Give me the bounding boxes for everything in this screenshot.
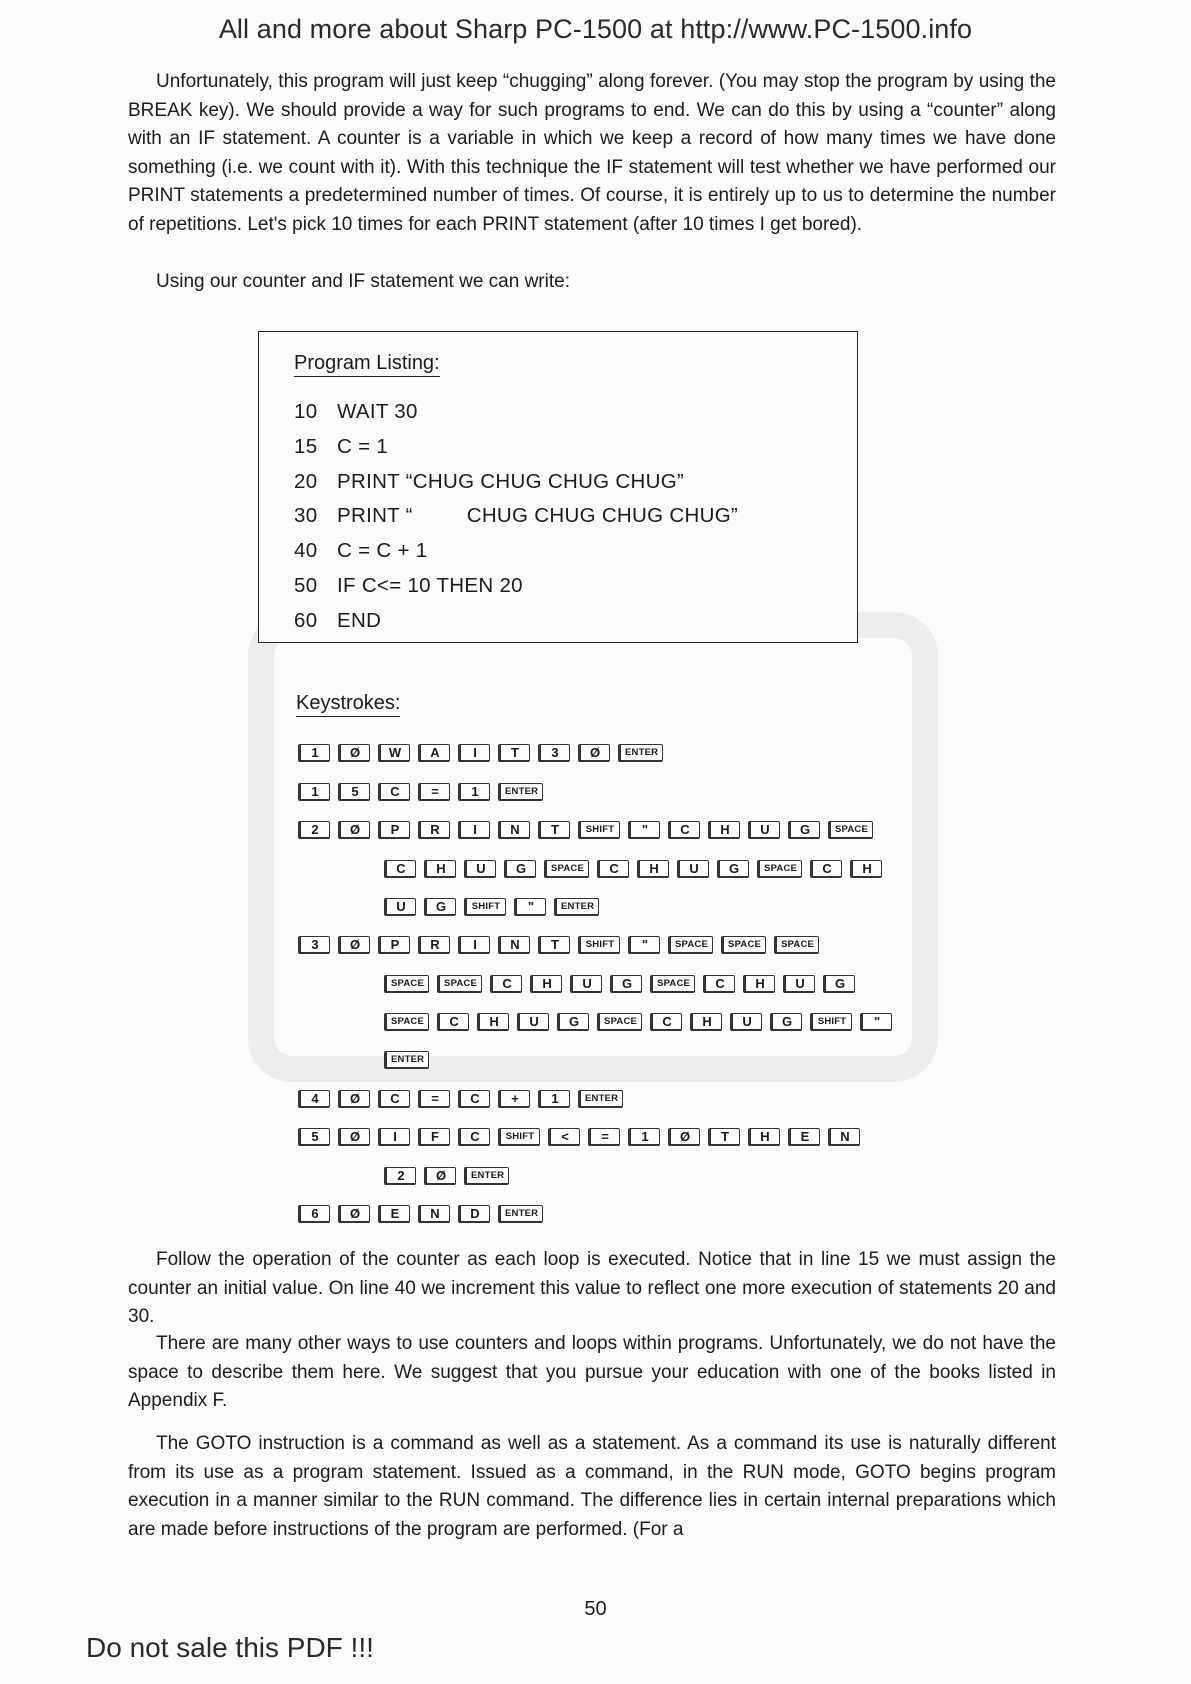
key-cap: U bbox=[384, 898, 416, 916]
key-cap: H bbox=[690, 1013, 722, 1031]
key-cap: Ø bbox=[338, 1090, 370, 1108]
key-cap: G bbox=[610, 975, 642, 993]
key-cap: 1 bbox=[628, 1128, 660, 1146]
lead-in-paragraph: Using our counter and IF statement we can write: bbox=[156, 271, 570, 292]
key-cap: W bbox=[378, 744, 410, 762]
key-cap: SPACE bbox=[384, 975, 429, 993]
code-line bbox=[294, 504, 738, 528]
code-statement: IF C<= 10 THEN 20 bbox=[337, 574, 523, 597]
key-cap: H bbox=[743, 975, 775, 993]
code-line bbox=[294, 435, 388, 459]
key-cap: C bbox=[668, 821, 700, 839]
key-cap: SHIFT bbox=[578, 936, 620, 954]
key-cap: G bbox=[557, 1013, 589, 1031]
key-cap: " bbox=[514, 898, 546, 916]
keystroke-row bbox=[384, 860, 882, 878]
key-cap: R bbox=[418, 936, 450, 954]
key-cap: C bbox=[458, 1090, 490, 1108]
key-cap: 1 bbox=[458, 783, 490, 801]
key-cap: H bbox=[850, 860, 882, 878]
key-cap: G bbox=[717, 860, 749, 878]
key-cap: Ø bbox=[338, 744, 370, 762]
keystroke-row bbox=[384, 898, 599, 916]
key-cap: C bbox=[703, 975, 735, 993]
key-cap: SPACE bbox=[757, 860, 802, 878]
key-cap: SPACE bbox=[828, 821, 873, 839]
key-cap: C bbox=[490, 975, 522, 993]
key-cap: H bbox=[637, 860, 669, 878]
key-cap: C bbox=[384, 860, 416, 878]
key-cap: 5 bbox=[298, 1128, 330, 1146]
key-cap: " bbox=[860, 1013, 892, 1031]
keystroke-row bbox=[298, 783, 543, 801]
key-cap: SHIFT bbox=[464, 898, 506, 916]
keystrokes-title: Keystrokes: bbox=[296, 692, 400, 717]
key-cap: 3 bbox=[298, 936, 330, 954]
key-cap: = bbox=[418, 1090, 450, 1108]
key-cap: T bbox=[538, 821, 570, 839]
key-cap: 2 bbox=[298, 821, 330, 839]
key-cap: G bbox=[424, 898, 456, 916]
key-cap: C bbox=[378, 783, 410, 801]
key-cap: G bbox=[770, 1013, 802, 1031]
code-statement: PRINT “CHUG CHUG CHUG CHUG” bbox=[337, 469, 685, 493]
key-cap: 1 bbox=[298, 744, 330, 762]
key-cap: H bbox=[477, 1013, 509, 1031]
line-number: 20 bbox=[294, 469, 318, 493]
key-cap: + bbox=[498, 1090, 530, 1108]
key-cap: H bbox=[424, 860, 456, 878]
line-number: 40 bbox=[294, 539, 318, 563]
site-header: All and more about Sharp PC-1500 at http://www.PC-1500.info bbox=[218, 14, 973, 44]
background-watermark bbox=[248, 612, 938, 1082]
keystroke-row bbox=[384, 1167, 509, 1185]
key-cap: Ø bbox=[338, 1205, 370, 1223]
code-statement: C = 1 bbox=[337, 434, 389, 458]
code-line bbox=[294, 400, 418, 424]
goto-paragraph: The GOTO instruction is a command as well as a statement. As a command its use is naturally different from its use as a program statement. Issued as a command, in the RUN mode, GOTO begins program execution in a manner similar to the RUN command. The difference lies in certain internal preparations which are made before instructions of the program are performed. (For a bbox=[128, 1433, 1056, 1540]
key-cap: R bbox=[418, 821, 450, 839]
key-cap: ENTER bbox=[498, 1205, 543, 1223]
key-cap: C bbox=[810, 860, 842, 878]
code-statement: C = C + 1 bbox=[337, 539, 428, 563]
key-cap: T bbox=[498, 744, 530, 762]
key-cap: Ø bbox=[338, 821, 370, 839]
key-cap: U bbox=[517, 1013, 549, 1031]
key-cap: I bbox=[458, 936, 490, 954]
key-cap: 4 bbox=[298, 1090, 330, 1108]
follow-paragraph: Follow the operation of the counter as each loop is executed. Notice that in line 15 we must assign the counter an initial value. On line 40 we increment this value to reflect one more execution of statements 20 and 30. bbox=[128, 1249, 1056, 1327]
keystroke-row bbox=[298, 1205, 543, 1223]
key-cap: SHIFT bbox=[578, 821, 620, 839]
key-cap: Ø bbox=[338, 1128, 370, 1146]
key-cap: < bbox=[548, 1128, 580, 1146]
keystroke-row bbox=[384, 975, 855, 993]
code-line bbox=[294, 539, 427, 563]
key-cap: ENTER bbox=[618, 744, 663, 762]
key-cap: U bbox=[570, 975, 602, 993]
key-cap: H bbox=[748, 1128, 780, 1146]
code-statement: END bbox=[337, 608, 382, 632]
key-cap: Ø bbox=[338, 936, 370, 954]
key-cap: ENTER bbox=[384, 1051, 429, 1069]
line-number: 50 bbox=[294, 574, 318, 597]
key-cap: C bbox=[597, 860, 629, 878]
intro-paragraph: Unfortunately, this program will just keep “chugging” along forever. (You may stop the program by using the BREAK key). We should provide a way for such programs to end. We can do this by using a “counter” along with an IF statement. A counter is a variable in which we keep a record of how many times we have done something (i.e. we count with it). With this technique the IF statement will test whether we have performed our PRINT statements a predetermined number of times. Of course, it is entirely up to us to determine the number of repetitions. Let's pick 10 times for each PRINT statement (after 10 times I get bored). bbox=[128, 71, 1056, 235]
key-cap: SPACE bbox=[384, 1013, 429, 1031]
key-cap: Ø bbox=[578, 744, 610, 762]
key-cap: SPACE bbox=[650, 975, 695, 993]
program-listing-box bbox=[258, 331, 858, 643]
key-cap: ENTER bbox=[498, 783, 543, 801]
line-number: 10 bbox=[294, 400, 318, 423]
key-cap: 3 bbox=[538, 744, 570, 762]
code-line bbox=[294, 574, 523, 598]
key-cap: C bbox=[378, 1090, 410, 1108]
keystroke-row bbox=[298, 1128, 860, 1146]
key-cap: SPACE bbox=[668, 936, 713, 954]
key-cap: N bbox=[828, 1128, 860, 1146]
key-cap: Ø bbox=[668, 1128, 700, 1146]
keystroke-row bbox=[384, 1013, 892, 1031]
code-line bbox=[294, 609, 381, 633]
key-cap: 2 bbox=[384, 1167, 416, 1185]
key-cap: I bbox=[378, 1128, 410, 1146]
key-cap: ENTER bbox=[464, 1167, 509, 1185]
key-cap: " bbox=[628, 821, 660, 839]
key-cap: G bbox=[788, 821, 820, 839]
key-cap: P bbox=[378, 821, 410, 839]
key-cap: E bbox=[378, 1205, 410, 1223]
key-cap: C bbox=[437, 1013, 469, 1031]
key-cap: U bbox=[783, 975, 815, 993]
key-cap: 1 bbox=[298, 783, 330, 801]
key-cap: C bbox=[650, 1013, 682, 1031]
line-number: 15 bbox=[294, 434, 318, 458]
key-cap: U bbox=[748, 821, 780, 839]
key-cap: T bbox=[708, 1128, 740, 1146]
key-cap: 6 bbox=[298, 1205, 330, 1223]
key-cap: Ø bbox=[424, 1167, 456, 1185]
keystroke-row bbox=[298, 936, 819, 954]
key-cap: U bbox=[464, 860, 496, 878]
key-cap: A bbox=[418, 744, 450, 762]
key-cap: ENTER bbox=[578, 1090, 623, 1108]
key-cap: I bbox=[458, 821, 490, 839]
key-cap: SPACE bbox=[597, 1013, 642, 1031]
page-number: 50 bbox=[584, 1598, 607, 1620]
footer-notice: Do not sale this PDF !!! bbox=[86, 1632, 374, 1663]
key-cap: H bbox=[708, 821, 740, 839]
key-cap: U bbox=[730, 1013, 762, 1031]
key-cap: SPACE bbox=[437, 975, 482, 993]
key-cap: SPACE bbox=[544, 860, 589, 878]
key-cap: F bbox=[418, 1128, 450, 1146]
program-listing-title: Program Listing: bbox=[294, 352, 440, 377]
key-cap: = bbox=[418, 783, 450, 801]
key-cap: ENTER bbox=[554, 898, 599, 916]
key-cap: D bbox=[458, 1205, 490, 1223]
key-cap: 1 bbox=[538, 1090, 570, 1108]
line-number: 30 bbox=[294, 504, 318, 528]
keystroke-row bbox=[298, 1090, 623, 1108]
key-cap: H bbox=[530, 975, 562, 993]
line-number: 60 bbox=[294, 608, 318, 632]
code-statement: PRINT “ CHUG CHUG CHUG CHUG” bbox=[337, 504, 739, 528]
keystroke-row bbox=[298, 821, 873, 839]
key-cap: " bbox=[628, 936, 660, 954]
key-cap: G bbox=[823, 975, 855, 993]
key-cap: U bbox=[677, 860, 709, 878]
key-cap: I bbox=[458, 744, 490, 762]
key-cap: N bbox=[498, 821, 530, 839]
key-cap: SPACE bbox=[721, 936, 766, 954]
code-line bbox=[294, 470, 684, 494]
key-cap: 5 bbox=[338, 783, 370, 801]
key-cap: T bbox=[538, 936, 570, 954]
key-cap: N bbox=[418, 1205, 450, 1223]
key-cap: SHIFT bbox=[498, 1128, 540, 1146]
key-cap: E bbox=[788, 1128, 820, 1146]
code-statement: WAIT 30 bbox=[337, 400, 418, 423]
key-cap: SHIFT bbox=[810, 1013, 852, 1031]
keystroke-row bbox=[384, 1051, 429, 1069]
key-cap: SPACE bbox=[774, 936, 819, 954]
key-cap: C bbox=[458, 1128, 490, 1146]
key-cap: P bbox=[378, 936, 410, 954]
keystroke-row bbox=[298, 744, 663, 762]
many-ways-paragraph: There are many other ways to use counters and loops within programs. Unfortunately, we do not have the space to describe them here. We suggest that you pursue your education with one of the books listed in Appendix F. bbox=[128, 1333, 1056, 1411]
key-cap: N bbox=[498, 936, 530, 954]
key-cap: = bbox=[588, 1128, 620, 1146]
key-cap: G bbox=[504, 860, 536, 878]
